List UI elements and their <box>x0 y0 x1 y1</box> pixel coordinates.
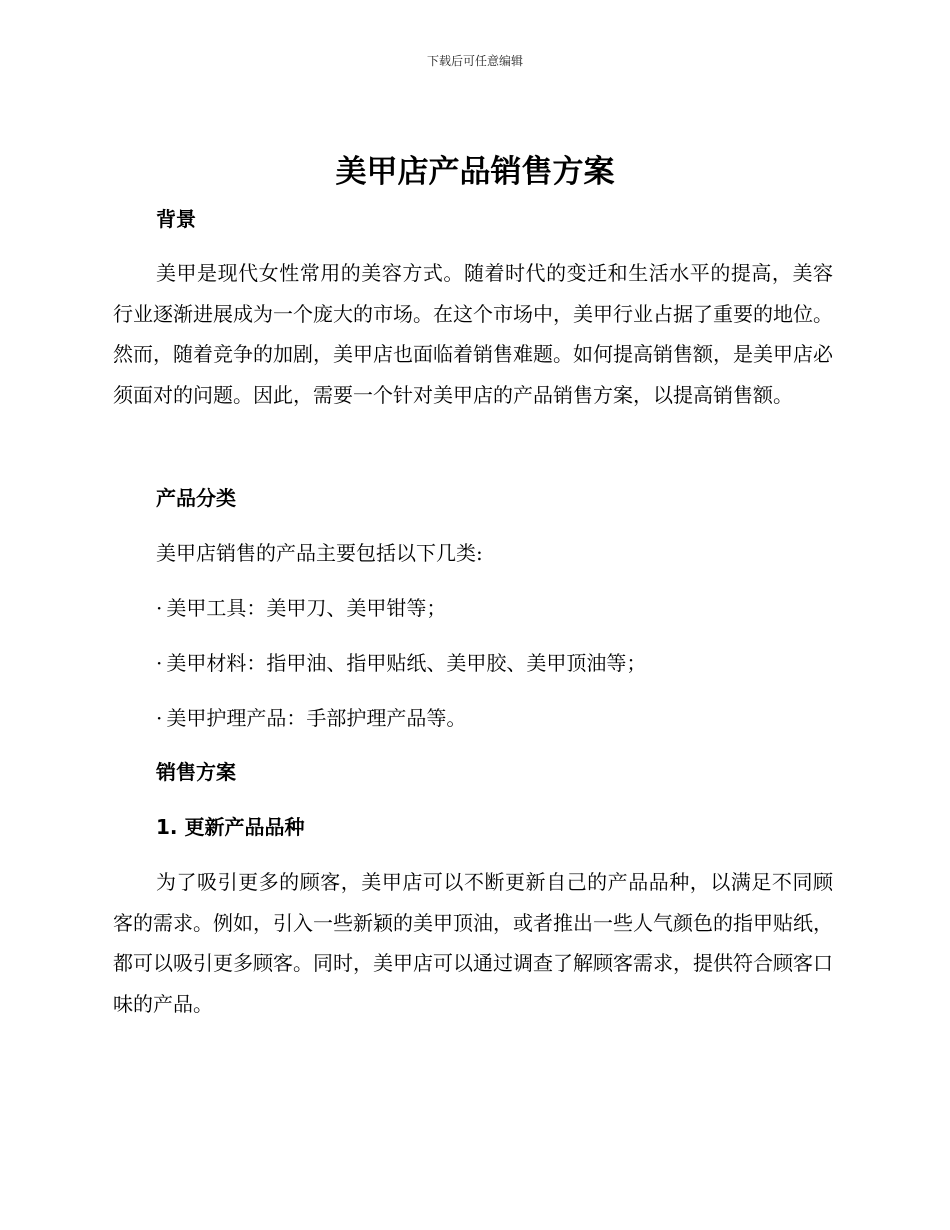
bullet-icon: · <box>156 706 163 730</box>
document-title: 美甲店产品销售方案 <box>335 154 615 190</box>
list-item <box>156 703 466 733</box>
list-item-text: 美甲护理产品：手部护理产品等。 <box>166 706 467 730</box>
list-item <box>156 593 446 623</box>
heading-background: 背景 <box>156 207 196 231</box>
list-item-text: 美甲工具：美甲刀、美甲钳等； <box>166 596 447 620</box>
header-note: 下载后可任意编辑 <box>426 54 523 68</box>
paragraph-background: 美甲是现代女性常用的美容方式。随着时代的变迁和生活水平的提高，美容行业逐渐进展成为一个庞大的市场。在这个市场中，美甲行业占据了重要的地位。然而，随着竞争的加剧，美甲店也面临着销售难题。如何提高销售额，是美甲店必须面对的问题。因此，需要一个针对美甲店的产品销售方案，以提高销售额。 <box>113 261 833 407</box>
bullet-icon: · <box>156 596 163 620</box>
heading-plan: 销售方案 <box>156 760 236 784</box>
list-item <box>156 648 646 678</box>
paragraph-update-products: 为了吸引更多的顾客，美甲店可以不断更新自己的产品品种，以满足不同顾客的需求。例如，引入一些新颖的美甲顶油，或者推出一些人气颜色的指甲贴纸，都可以吸引更多顾客。同时，美甲店可以通过调查了解顾客需求，提供符合顾客口味的产品。 <box>113 870 833 1016</box>
list-item-text: 美甲材料：指甲油、指甲贴纸、美甲胶、美甲顶油等； <box>166 651 647 675</box>
heading-categories: 产品分类 <box>156 486 236 510</box>
categories-intro: 美甲店销售的产品主要包括以下几类: <box>156 541 483 565</box>
bullet-icon: · <box>156 651 163 675</box>
subheading-update-products: 1. 更新产品品种 <box>156 815 305 839</box>
